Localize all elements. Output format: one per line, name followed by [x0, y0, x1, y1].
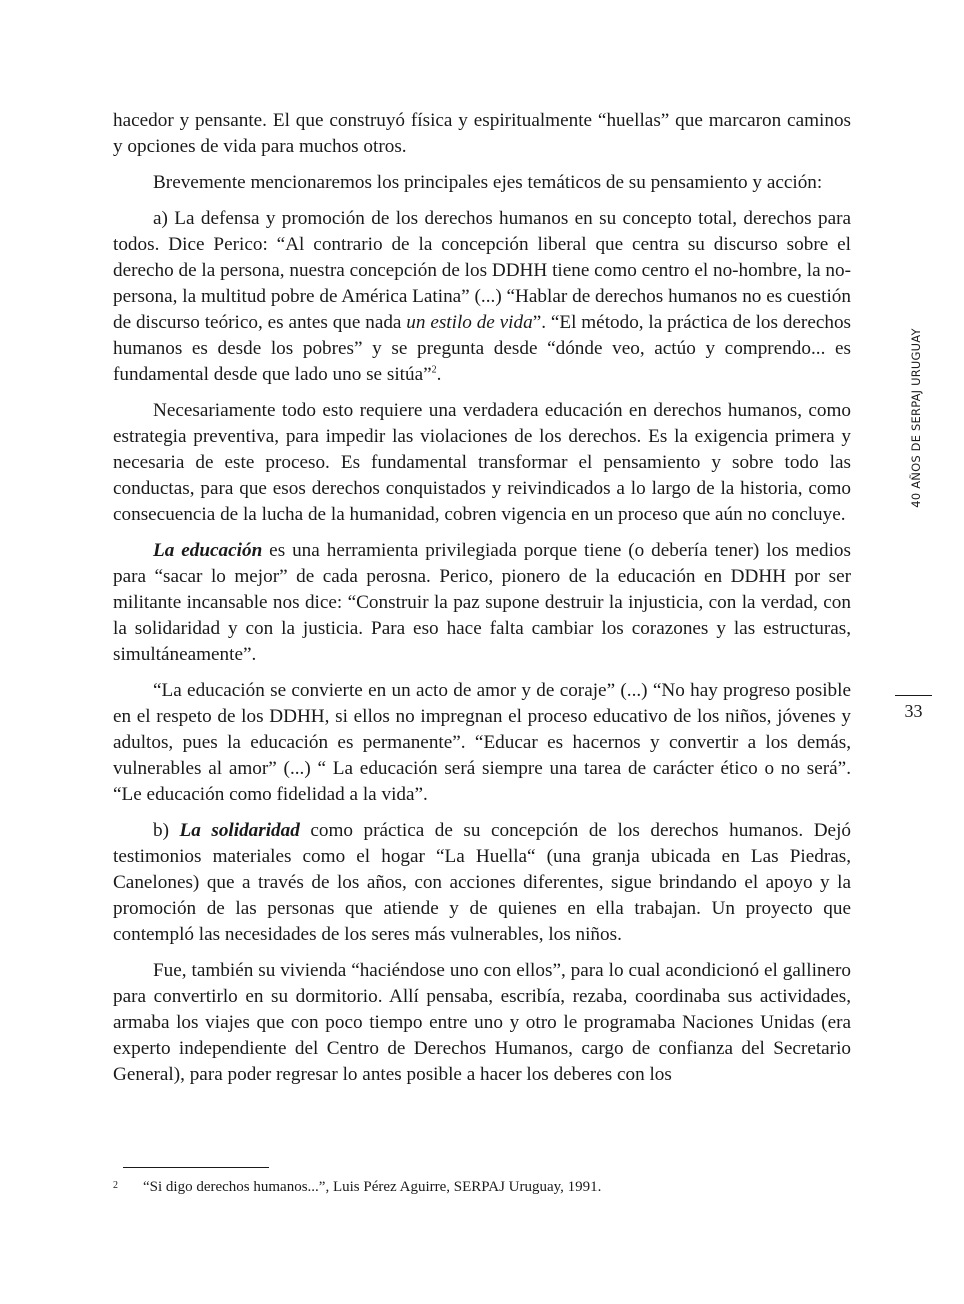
paragraph-4: Necesariamente todo esto requiere una verdadera educación en derechos humanos, como estrategia preventiva, para impedir las violaciones de los derechos. Es la exigencia primera y necesaria de este proceso. Es fundamental transformar el pensamiento y sobre todo las conductas, para que esos derechos conquistados y reivindicados a lo largo de la historia, como consecuencia de la lucha de la humanidad, cobren vigencia en un proceso que aún no concluye.: [113, 400, 851, 525]
paragraph-8: Fue, también su vivienda “haciéndose uno con ellos”, para lo cual acondicionó el gallinero para convertirlo en su dormitorio. Allí pensaba, escribía, rezaba, coordinaba sus actividades, armaba los viajes que con poco tiempo entre uno y otro le programaba Naciones Unidas (era experto independiente del Centro de Derechos Humanos, cargo de confianza del Secretario General), para poder regresar lo antes posible a hacer los deberes con los: [113, 960, 851, 1085]
paragraph-7-text: como práctica de su concepción de los derechos humanos. Dejó testimonios materiales como el hogar “La Huella“ (una granja ubicada en Las Piedras, Canelones) que a través de los años, con acciones diferentes, sigue brindando el apoyo y la promoción de las personas que atiende y de quienes en ella trabajan. Un proyecto que contempló las necesidades de los seres más vulnerables, los niños.: [113, 820, 851, 945]
paragraph-7-prefix: b): [153, 820, 180, 841]
page-number-rule: [895, 695, 932, 696]
paragraph-5-bold-italic: La educación: [153, 540, 263, 561]
footnote-ref[interactable]: 2: [431, 364, 437, 376]
running-header-vertical: 40 AÑOS DE SERPAJ URUGUAY: [909, 328, 923, 508]
footnote-text: “Si digo derechos humanos...”, Luis Pérez Aguirre, SERPAJ Uruguay, 1991.: [143, 1179, 602, 1195]
paragraph-1: hacedor y pensante. El que construyó física y espiritualmente “huellas” que marcaron caminos y opciones de vida para muchos otros.: [113, 110, 851, 157]
paragraph-3: [113, 206, 851, 388]
page-number: 33: [904, 701, 923, 721]
paragraph-3-text-a: a) La defensa y promoción de los derechos humanos en su concepto total, derechos para todos. Dice Perico: “Al contrario de la concepción liberal que centra su discurso sobre el derecho de la persona, nuestra concepción de los DDHH tiene como centro el no-hombre, la no-persona, la multitud pobre de América Latina” (...) “Hablar de derechos humanos no es cuestión de discurso teórico, es antes que nada: [113, 208, 851, 333]
paragraph-3-text-b: ”. “El método, la práctica de los derechos humanos es desde los pobres” y se pregunta desde “dónde veo, actúo y comprendo... es fundamental desde que lado uno se sitúa”: [113, 312, 852, 385]
paragraph-7: [113, 818, 851, 948]
body-text: [113, 108, 851, 1098]
footnote-separator: [123, 1167, 269, 1168]
paragraph-5: [113, 538, 851, 668]
paragraph-6: “La educación se convierte en un acto de amor y de coraje” (...) “No hay progreso posible en el respeto de los DDHH, si ellos no impregnan el proceso educativo de los niños, jóvenes y adultos, pues la educación es permanente”. “Educar es hacernos y convertir a los demás, vulnerables al amor” (...) “ La educación será siempre una tarea de carácter ético o no será”. “Le educación como fidelidad a la vida”.: [113, 680, 851, 805]
paragraph-7-bold-italic: La solidaridad: [179, 820, 300, 841]
footnote-mark: 2: [113, 1180, 118, 1191]
paragraph-3-italic: un estilo de vida: [406, 312, 533, 333]
paragraph-3-text-c: .: [436, 364, 442, 385]
paragraph-2: Brevemente mencionaremos los principales ejes temáticos de su pensamiento y acción:: [153, 172, 823, 193]
paragraph-5-text: es una herramienta privilegiada porque tiene (o debería tener) los medios para “sacar lo mejor” de cada perosna. Perico, pionero de la educación en DDHH por ser militante incansable nos dice: “Construir la paz supone destruir la injusticia, con la verdad, con la solidaridad y con la justicia. Para eso hace falta cambiar los corazones y las estructuras, simultáneamente”.: [113, 540, 851, 665]
